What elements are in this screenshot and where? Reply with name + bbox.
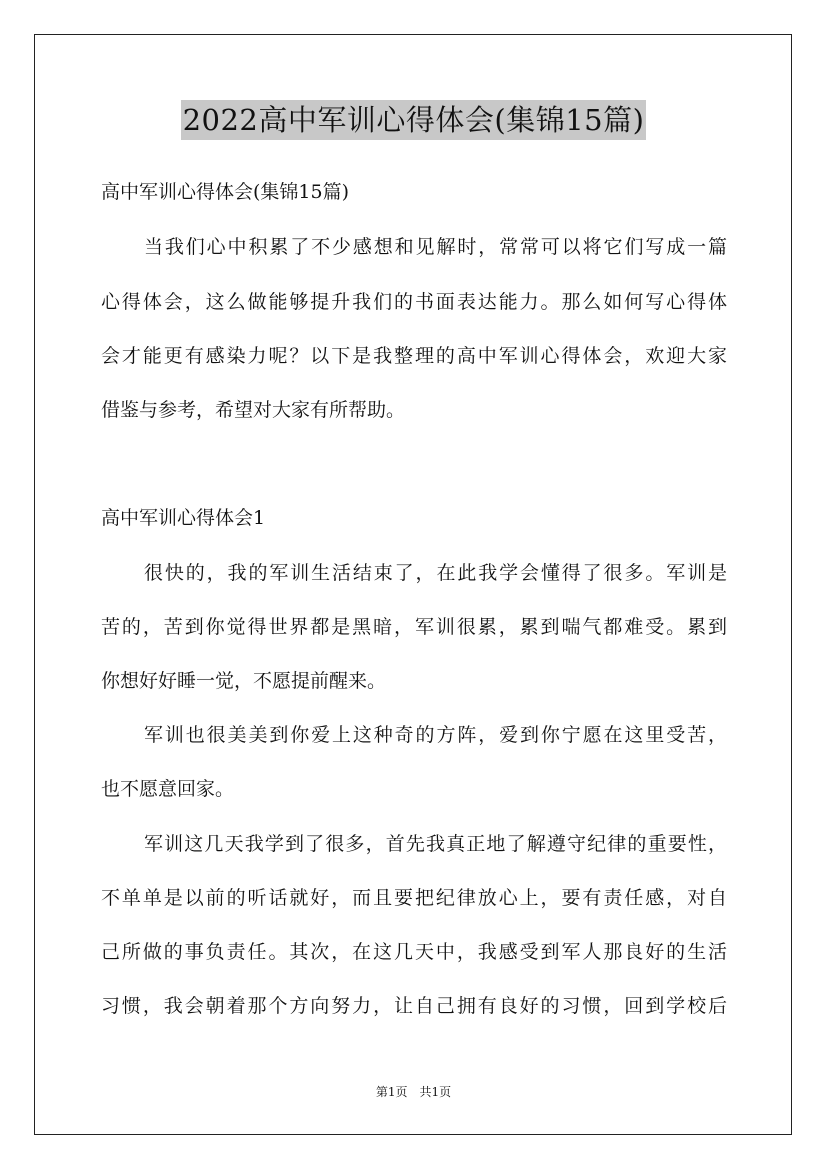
intro-line: 会才能更有感染力呢？以下是我整理的高中军训心得体会，欢迎大家: [101, 345, 729, 367]
paragraph-line: 你想好好睡一觉，不愿提前醒来。: [101, 670, 387, 692]
document-title: 2022高中军训心得体会(集锦15篇): [181, 100, 647, 140]
paragraph-line: 己所做的事负责任。其次，在这几天中，我感受到军人那良好的生活: [101, 941, 729, 963]
paragraph-line: 不单单是以前的听话就好，而且要把纪律放心上，要有责任感，对自: [101, 887, 729, 909]
paragraph-line: 很快的，我的军训生活结束了，在此我学会懂得了很多。军训是: [144, 562, 729, 584]
intro-line: 心得体会，这么做能够提升我们的书面表达能力。那么如何写心得体: [101, 291, 729, 313]
paragraph-line: 苦的，苦到你觉得世界都是黑暗，军训很累，累到喘气都难受。累到: [101, 616, 729, 638]
intro-line: 当我们心中积累了不少感想和见解时，常常可以将它们写成一篇: [144, 236, 729, 258]
intro-line: 借鉴与参考，希望对大家有所帮助。: [101, 399, 406, 421]
paragraph-line: 军训这几天我学到了很多，首先我真正地了解遵守纪律的重要性，: [144, 833, 729, 855]
paragraph-line: 习惯，我会朝着那个方向努力，让自己拥有良好的习惯，回到学校后: [101, 995, 729, 1017]
title-container: [0, 100, 827, 140]
paragraph-line: 军训也很美美到你爱上这种奇的方阵，爱到你宁愿在这里受苦，: [144, 724, 729, 746]
section-heading: 高中军训心得体会1: [101, 507, 266, 529]
page-footer: 第1页 共1页: [375, 1085, 452, 1099]
paragraph-line: 也不愿意回家。: [101, 778, 235, 800]
subtitle: 高中军训心得体会(集锦15篇): [101, 181, 350, 203]
